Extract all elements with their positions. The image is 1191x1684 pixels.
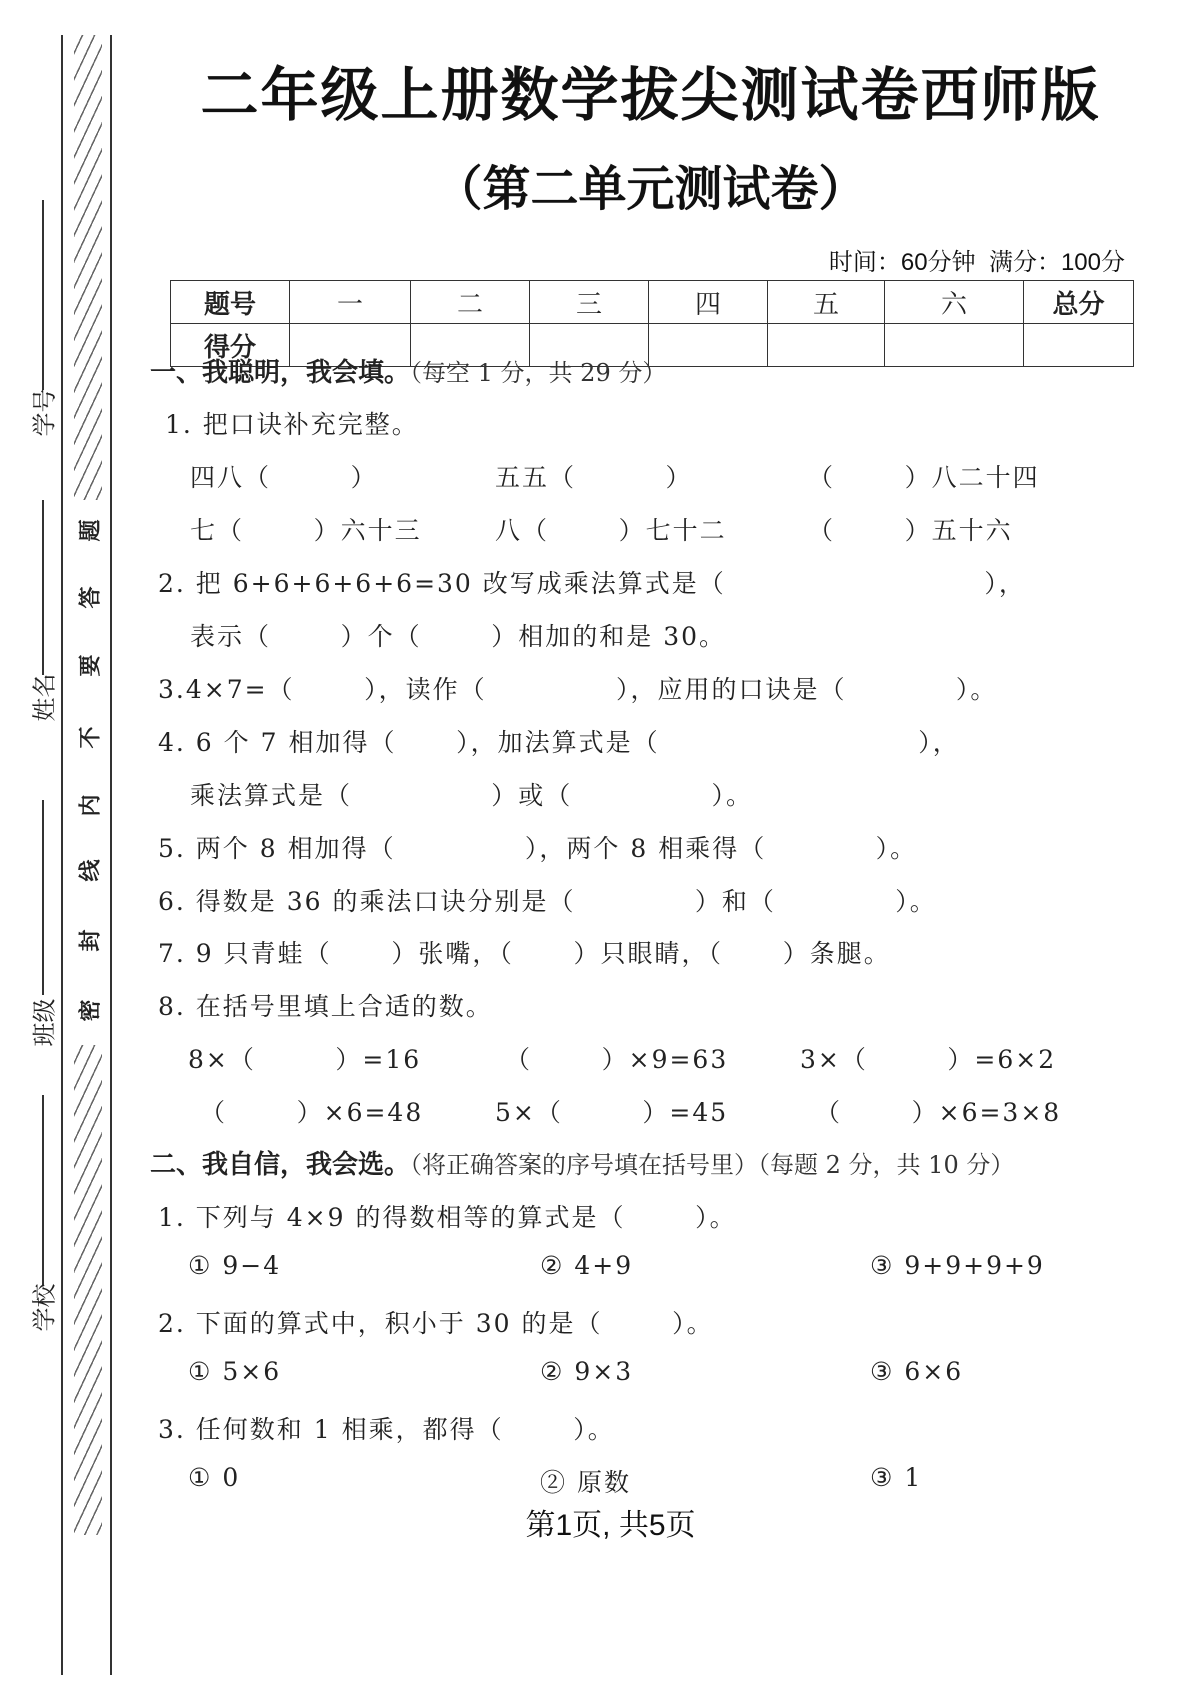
hatch-bottom xyxy=(74,1045,102,1535)
section-title: 一、我聪明，我会填。 xyxy=(150,358,411,388)
page-title: 二年级上册数学拔尖测试卷西师版 xyxy=(200,61,1101,129)
seal-char: 内 xyxy=(78,794,104,817)
blank-item[interactable]: 八（ ）七十二 xyxy=(495,516,727,545)
table-header-cell: 四 xyxy=(649,281,768,324)
seal-char: 密 xyxy=(78,999,104,1022)
table-header-cell: 六 xyxy=(885,281,1024,324)
section-note: （每空 1 分，共 29 分） xyxy=(410,359,667,387)
name-label: 姓名 xyxy=(30,673,59,722)
seal-char: 题 xyxy=(78,519,104,542)
blank-item[interactable]: 3×（ ）=6×2 xyxy=(800,1045,1057,1074)
question-8: 8. 在括号里填上合适的数。 xyxy=(158,992,493,1021)
page-subtitle: （第二单元测试卷） xyxy=(434,161,867,217)
class-label: 班级 xyxy=(30,998,59,1047)
seal-char: 要 xyxy=(78,654,104,677)
section-note: （将正确答案的序号填在括号里）（每题 2 分，共 10 分） xyxy=(410,1151,1015,1179)
blank-item[interactable]: （ ）×6=48 xyxy=(200,1098,424,1127)
section-title: 二、我自信，我会选。 xyxy=(150,1150,411,1180)
blank-item[interactable]: （ ）×9=63 xyxy=(505,1045,729,1074)
question-6[interactable]: 6. 得数是 36 的乘法口诀分别是（ ）和（ ）。 xyxy=(158,887,937,916)
table-header-cell: 总分 xyxy=(1024,281,1134,324)
seal-char: 封 xyxy=(78,929,104,952)
question-7[interactable]: 7. 9 只青蛙（ ）张嘴，（ ）只眼睛，（ ）条腿。 xyxy=(158,939,891,968)
score-cell[interactable] xyxy=(885,324,1024,367)
blank-item[interactable]: 五五（ ） xyxy=(495,463,693,492)
choice-question-1[interactable]: 1. 下列与 4×9 的得数相等的算式是（ ）。 xyxy=(158,1203,737,1232)
score-cell[interactable] xyxy=(649,324,768,367)
blank-item[interactable]: （ ）×6=3×8 xyxy=(815,1098,1062,1127)
table-header-cell: 三 xyxy=(530,281,649,324)
school-line[interactable] xyxy=(42,1095,44,1285)
option[interactable]: ① 5×6 xyxy=(188,1357,282,1386)
question-4[interactable]: 4. 6 个 7 相加得（ ），加法算式是（ ）， xyxy=(158,728,960,757)
blank-item[interactable]: （ ）五十六 xyxy=(808,516,1013,545)
option[interactable]: ③ 6×6 xyxy=(870,1357,964,1386)
section-2-heading xyxy=(150,1144,1014,1181)
table-header-cell: 五 xyxy=(768,281,885,324)
score-label-cell: 得分 xyxy=(171,324,290,367)
choice-question-3[interactable]: 3. 任何数和 1 相乘，都得（ ）。 xyxy=(158,1415,615,1444)
option[interactable]: ① 9−4 xyxy=(188,1251,282,1280)
margin-line-right xyxy=(110,35,112,1675)
student-id-label: 学号 xyxy=(30,388,59,437)
blank-item[interactable]: 8×（ ）=16 xyxy=(188,1045,422,1074)
seal-char: 答 xyxy=(78,586,104,609)
class-line[interactable] xyxy=(42,800,44,995)
name-line[interactable] xyxy=(42,500,44,675)
blank-item[interactable]: 四八（ ） xyxy=(190,463,378,492)
option[interactable]: ③ 9+9+9+9 xyxy=(870,1251,1045,1280)
option[interactable]: ② 原数 xyxy=(540,1468,631,1497)
option[interactable]: ② 4+9 xyxy=(540,1251,634,1280)
question-4-cont[interactable]: 乘法算式是（ ）或（ ）。 xyxy=(190,781,754,810)
score-cell[interactable] xyxy=(768,324,885,367)
table-header-cell: 题号 xyxy=(171,281,290,324)
table-header-cell: 二 xyxy=(411,281,530,324)
school-label: 学校 xyxy=(30,1283,59,1332)
question-5[interactable]: 5. 两个 8 相加得（ ），两个 8 相乘得（ ）。 xyxy=(158,834,918,863)
score-cell[interactable] xyxy=(1024,324,1134,367)
question-3[interactable]: 3.4×7=（ ），读作（ ），应用的口诀是（ ）。 xyxy=(158,675,998,704)
table-header-cell: 一 xyxy=(290,281,411,324)
question-2[interactable]: 2. 把 6+6+6+6+6=30 改写成乘法算式是（ ）， xyxy=(158,569,1026,598)
choice-question-2[interactable]: 2. 下面的算式中，积小于 30 的是（ ）。 xyxy=(158,1309,714,1338)
exam-meta: 时间：60分钟 满分：100分 xyxy=(828,249,1125,276)
option[interactable]: ② 9×3 xyxy=(540,1357,634,1386)
margin-line-left xyxy=(61,35,63,1675)
blank-item[interactable]: （ ）八二十四 xyxy=(808,463,1040,492)
seal-char: 不 xyxy=(78,726,104,749)
blank-item[interactable]: 七（ ）六十三 xyxy=(190,516,422,545)
question-1: 1. 把口诀补充完整。 xyxy=(165,410,419,439)
section-1-heading xyxy=(150,352,666,389)
table-row xyxy=(171,281,1134,324)
option[interactable]: ③ 1 xyxy=(870,1463,923,1492)
question-2-cont[interactable]: 表示（ ）个（ ）相加的和是 30。 xyxy=(190,622,727,651)
page-footer: 第1页, 共5页 xyxy=(525,1509,696,1542)
option[interactable]: ① 0 xyxy=(188,1463,241,1492)
student-id-line[interactable] xyxy=(42,200,44,390)
blank-item[interactable]: 5×（ ）=45 xyxy=(495,1098,729,1127)
seal-char: 线 xyxy=(78,859,104,882)
